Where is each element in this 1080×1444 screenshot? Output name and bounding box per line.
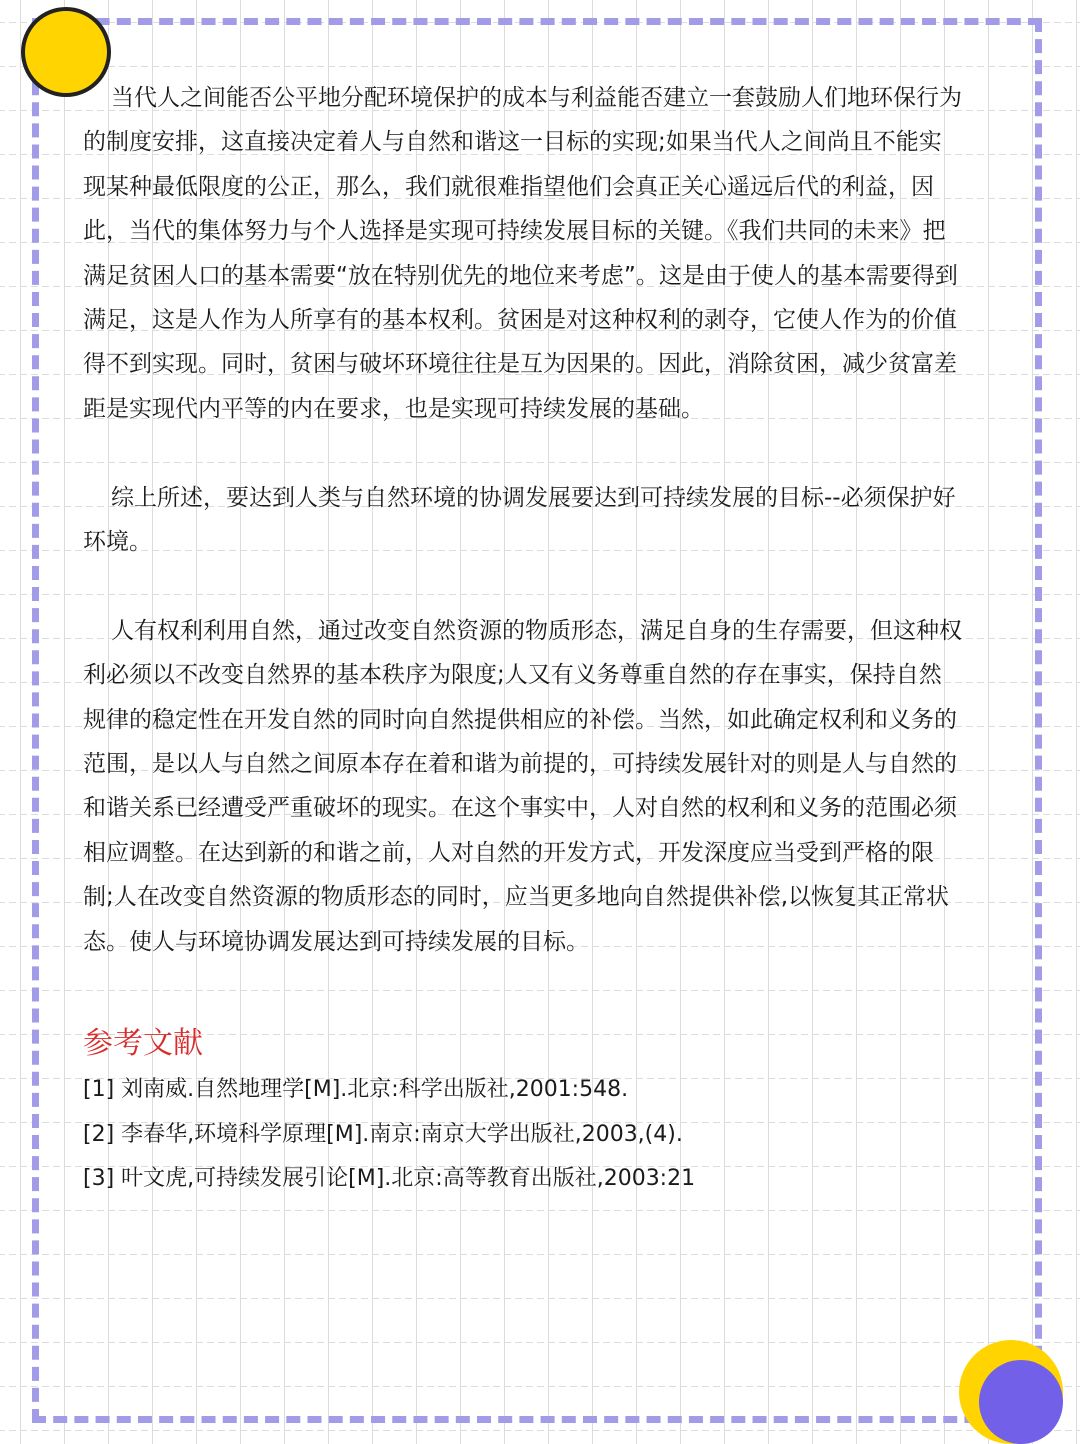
reference-item: [2] 李春华,环境科学原理[M].南京:南京大学出版社,2003,(4).	[83, 1121, 683, 1147]
paragraph-2: 综上所述，要达到人类与自然环境的协调发展要达到可持续发展的目标--必须保护好环境。	[83, 484, 956, 556]
reference-item: [1] 刘南威.自然地理学[M].北京:科学出版社,2001:548.	[83, 1077, 629, 1103]
reference-item: [3] 叶文虎,可持续发展引论[M].北京:高等教育出版社,2003:21	[83, 1166, 696, 1192]
paragraph-3: 人有权利利用自然，通过改变自然资源的物质形态，满足自身的生存需要，但这种权利必须以不改变自然界的基本秩序为限度;人又有义务尊重自然的存在事实，保持自然规律的稳定性在开发自然的同时向自然提供相应的补偿。当然，如此确定权利和义务的范围，是以人与自然之间原本存在着和谐为前提的，可持续发展针对的则是人与自然的和谐关系已经遭受严重破坏的现实。在这个事实中，人对自然的权利和义务的范围必须相应调整。在达到新的和谐之前，人对自然的开发方式，开发深度应当受到严格的限制;人在改变自然资源的物质形态的同时，应当更多地向自然提供补偿,以恢复其正常状态。使人与环境协调发展达到可持续发展的目标。	[83, 617, 962, 955]
references-heading: 参考文献	[83, 1026, 203, 1062]
document-body	[83, 76, 963, 1202]
paragraph-1: 当代人之间能否公平地分配环境保护的成本与利益能否建立一套鼓励人们地环保行为的制度安排，这直接决定着人与自然和谐这一目标的实现;如果当代人之间尚且不能实现某种最低限度的公正，那么，我们就很难指望他们会真正关心遥远后代的利益，因此，当代的集体努力与个人选择是实现可持续发展目标的关键。《我们共同的未来》把满足贫困人口的基本需要“放在特别优先的地位来考虑”。这是由于使人的基本需要得到满足，这是人作为人所享有的基本权利。贫困是对这种权利的剥夺，它使人作为的价值得不到实现。同时，贫困与破坏环境往往是互为因果的。因此，消除贫困，减少贫富差距是实现代内平等的内在要求，也是实现可持续发展的基础。	[83, 85, 962, 422]
corner-blob-decoration	[959, 1340, 1063, 1444]
